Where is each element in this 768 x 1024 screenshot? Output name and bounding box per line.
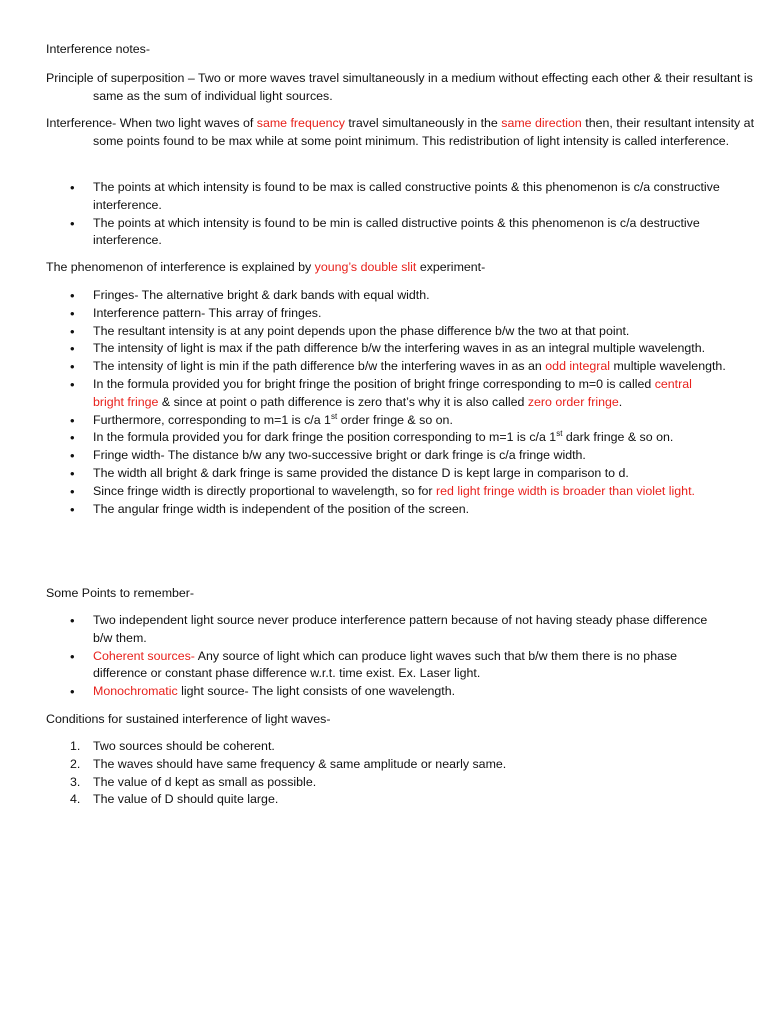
list-item: • In the formula provided you for bright fringe the position of bright fringe corresponding to m=0 is called central bright fringe & since at point o path difference is zero that’s why it is also called zero order fringe. xyxy=(70,376,692,409)
bullet-icon: • xyxy=(70,341,75,357)
list-item: • Coherent sources- Any source of light which can produce light waves such that b/w them there is no phase difference or constant phase difference w.r.t. time exist. Ex. Laser light. xyxy=(70,648,678,681)
interference-points-list xyxy=(46,179,726,250)
list-item: • Monochromatic light source- The light consists of one wavelength. xyxy=(70,684,456,700)
bullet-icon: • xyxy=(70,288,75,303)
interference-tail: then, their resultant intensity at some points found to be max while at some point minimum. This redistribution of light intensity is called interference. xyxy=(93,116,755,148)
ydse-intro: The phenomenon of interference is explained by young’s double slit experiment- xyxy=(46,260,486,274)
list-number: 2. xyxy=(70,756,81,771)
superposition-paragraph: Principle of superposition – Two or more waves travel simultaneously in a medium without effecting each other & their resultant is same as the sum of individual light sources. xyxy=(46,71,753,103)
list-item: • The width all bright & dark fringe is same provided the distance D is kept large in comparison to d. xyxy=(70,465,629,481)
list-item: • Since fringe width is directly proportional to wavelength, so for red light fringe width is broader than violet light. xyxy=(70,483,695,499)
bullet-icon: • xyxy=(70,412,75,428)
list-item: 2. The waves should have same frequency & same amplitude or nearly same. xyxy=(46,756,726,774)
list-item: • Interference pattern- This array of fringes. xyxy=(70,305,322,321)
highlight-odd-integral: odd integral xyxy=(545,359,611,374)
list-item: • The intensity of light is max if the path difference b/w the interfering waves in as an integral multiple wavelength. xyxy=(70,341,706,357)
interference-paragraph xyxy=(46,115,768,151)
list-item: • Furthermore, corresponding to m=1 is c/a 1st order fringe & so on. xyxy=(70,411,453,428)
list-item: • Fringe width- The distance b/w any two-successive bright or dark fringe is c/a fringe width. xyxy=(70,448,586,464)
list-item: • In the formula provided you for dark fringe the position corresponding to m=1 is c/a 1st dark fringe & so on. xyxy=(70,429,674,446)
bullet-icon: • xyxy=(70,448,75,464)
bullet-icon: • xyxy=(70,501,75,517)
list-item: • The resultant intensity is at any point depends upon the phase difference b/w the two at that point. xyxy=(70,323,630,339)
interference-lead: Interference- When two light waves of xyxy=(46,116,257,130)
ydse-points-list xyxy=(46,287,726,518)
highlight-youngs-double-slit: young’s double slit xyxy=(314,260,417,274)
bullet-icon: • xyxy=(70,483,75,499)
highlight-monochromatic: Monochromatic xyxy=(93,684,178,699)
bullet-icon: • xyxy=(70,215,75,231)
list-number: 1. xyxy=(70,739,81,753)
list-item: • The points at which intensity is found to be max is called constructive points & this phenomenon is c/a constructive interference. xyxy=(70,180,720,212)
bullet-icon: • xyxy=(70,180,75,195)
interference-mid: travel simultaneously in the xyxy=(344,116,502,130)
list-number: 4. xyxy=(70,792,81,807)
page-title: Interference notes- xyxy=(46,42,151,56)
bullet-icon: • xyxy=(70,323,75,339)
list-item: 3. The value of d kept as small as possible. xyxy=(46,774,726,792)
bullet-icon: • xyxy=(70,684,75,700)
highlight-same-frequency: same frequency xyxy=(256,116,345,130)
list-item: • Two independent light source never produce interference pattern because of not having steady phase difference b/w them. xyxy=(70,613,708,645)
list-item: • Fringes- The alternative bright & dark bands with equal width. xyxy=(70,288,430,303)
highlight-red-light-broader: red light fringe width is broader than violet light. xyxy=(435,483,695,498)
remember-heading: Some Points to remember- xyxy=(46,586,195,600)
bullet-icon: • xyxy=(70,613,75,628)
list-item: 1. Two sources should be coherent. xyxy=(46,738,726,756)
list-item: 4. The value of D should quite large. xyxy=(46,791,726,809)
highlight-same-direction: same direction xyxy=(501,116,582,130)
conditions-list xyxy=(46,738,726,809)
bullet-icon: • xyxy=(70,305,75,321)
bullet-icon: • xyxy=(70,376,75,392)
bullet-icon: • xyxy=(70,430,75,446)
list-number: 3. xyxy=(70,774,81,789)
bullet-icon: • xyxy=(70,648,75,664)
conditions-heading: Conditions for sustained interference of light waves- xyxy=(46,712,331,726)
bullet-icon: • xyxy=(70,359,75,375)
list-item: • The intensity of light is min if the path difference b/w the interfering waves in as an odd integral multiple wavelength. xyxy=(70,359,726,375)
list-item: • The angular fringe width is independent of the position of the screen. xyxy=(70,501,470,517)
highlight-zero-order-fringe: zero order fringe xyxy=(527,394,619,409)
remember-list xyxy=(46,612,726,701)
bullet-icon: • xyxy=(70,465,75,481)
list-item: • The points at which intensity is found to be min is called distructive points & this phenomenon is c/a destructive interference. xyxy=(70,215,700,248)
highlight-coherent-sources: Coherent sources- xyxy=(93,648,195,663)
highlight-central-bright-fringe: central bright fringe xyxy=(93,376,692,409)
